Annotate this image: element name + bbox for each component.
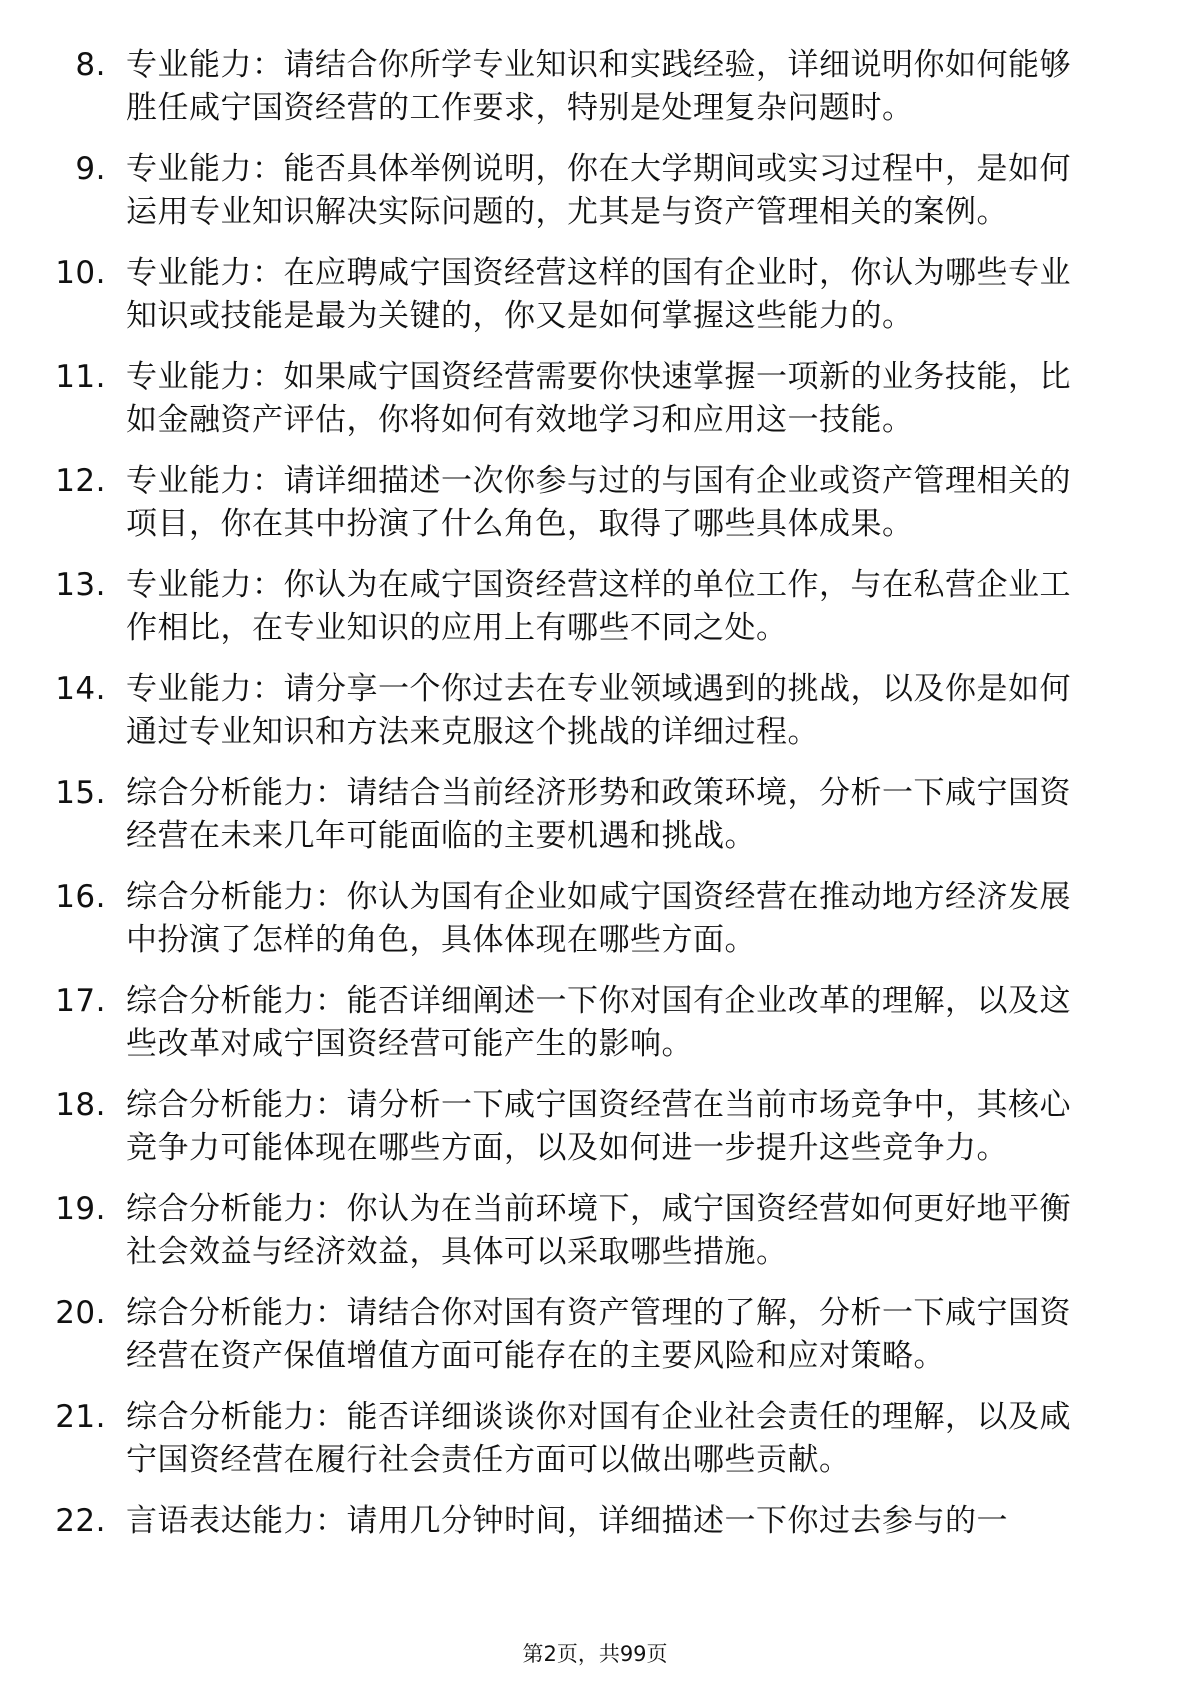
question-text: 专业能力：在应聘咸宁国资经营这样的国有企业时，你认为哪些专业知识或技能是最为关键的，你又是如何掌握这些能力的。 bbox=[126, 255, 1071, 334]
question-text: 专业能力：能否具体举例说明，你在大学期间或实习过程中，是如何运用专业知识解决实际问题的，尤其是与资产管理相关的案例。 bbox=[126, 151, 1071, 230]
list-item bbox=[0, 564, 1190, 650]
list-item bbox=[0, 1292, 1190, 1378]
question-text: 专业能力：请详细描述一次你参与过的与国有企业或资产管理相关的项目，你在其中扮演了什么角色，取得了哪些具体成果。 bbox=[126, 463, 1071, 542]
question-number: 19. bbox=[55, 1191, 106, 1227]
list-item bbox=[0, 148, 1190, 234]
question-number: 17. bbox=[55, 983, 106, 1019]
list-item bbox=[0, 1396, 1190, 1482]
list-item bbox=[0, 980, 1190, 1066]
list-item bbox=[0, 1188, 1190, 1274]
question-text: 综合分析能力：请结合当前经济形势和政策环境，分析一下咸宁国资经营在未来几年可能面临的主要机遇和挑战。 bbox=[126, 775, 1071, 854]
question-text: 综合分析能力：请结合你对国有资产管理的了解，分析一下咸宁国资经营在资产保值增值方面可能存在的主要风险和应对策略。 bbox=[126, 1295, 1071, 1374]
question-text: 专业能力：请分享一个你过去在专业领域遇到的挑战，以及你是如何通过专业知识和方法来克服这个挑战的详细过程。 bbox=[126, 671, 1071, 750]
question-text: 综合分析能力：能否详细阐述一下你对国有企业改革的理解，以及这些改革对咸宁国资经营可能产生的影响。 bbox=[126, 983, 1071, 1062]
question-list bbox=[0, 44, 1190, 1561]
list-item bbox=[0, 668, 1190, 754]
question-number: 9. bbox=[75, 151, 106, 187]
question-text: 综合分析能力：你认为在当前环境下，咸宁国资经营如何更好地平衡社会效益与经济效益，具体可以采取哪些措施。 bbox=[126, 1191, 1071, 1270]
list-item bbox=[0, 876, 1190, 962]
question-number: 14. bbox=[55, 671, 106, 707]
question-number: 15. bbox=[55, 775, 106, 811]
question-text: 专业能力：请结合你所学专业知识和实践经验，详细说明你如何能够胜任咸宁国资经营的工作要求，特别是处理复杂问题时。 bbox=[126, 47, 1071, 126]
list-item bbox=[0, 772, 1190, 858]
question-text: 专业能力：如果咸宁国资经营需要你快速掌握一项新的业务技能，比如金融资产评估，你将如何有效地学习和应用这一技能。 bbox=[126, 359, 1071, 438]
question-text: 综合分析能力：请分析一下咸宁国资经营在当前市场竞争中，其核心竞争力可能体现在哪些方面，以及如何进一步提升这些竞争力。 bbox=[126, 1087, 1071, 1166]
question-number: 13. bbox=[55, 567, 106, 603]
list-item bbox=[0, 44, 1190, 130]
question-number: 21. bbox=[55, 1399, 106, 1435]
question-text: 综合分析能力：你认为国有企业如咸宁国资经营在推动地方经济发展中扮演了怎样的角色，具体体现在哪些方面。 bbox=[126, 879, 1071, 958]
page-footer bbox=[0, 1640, 1190, 1668]
question-number: 16. bbox=[55, 879, 106, 915]
question-number: 8. bbox=[75, 47, 106, 83]
question-number: 12. bbox=[55, 463, 106, 499]
question-number: 11. bbox=[55, 359, 106, 395]
question-text: 专业能力：你认为在咸宁国资经营这样的单位工作，与在私营企业工作相比，在专业知识的应用上有哪些不同之处。 bbox=[126, 567, 1071, 646]
list-item bbox=[0, 1084, 1190, 1170]
list-item bbox=[0, 1500, 1190, 1543]
list-item bbox=[0, 460, 1190, 546]
question-number: 20. bbox=[55, 1295, 106, 1331]
list-item bbox=[0, 252, 1190, 338]
question-number: 10. bbox=[55, 255, 106, 291]
list-item bbox=[0, 356, 1190, 442]
page-number-label: 第2页，共99页 bbox=[522, 1642, 668, 1666]
question-text: 言语表达能力：请用几分钟时间，详细描述一下你过去参与的一 bbox=[126, 1503, 1008, 1539]
question-text: 综合分析能力：能否详细谈谈你对国有企业社会责任的理解，以及咸宁国资经营在履行社会责任方面可以做出哪些贡献。 bbox=[126, 1399, 1071, 1478]
question-number: 18. bbox=[55, 1087, 106, 1123]
question-number: 22. bbox=[55, 1503, 106, 1539]
